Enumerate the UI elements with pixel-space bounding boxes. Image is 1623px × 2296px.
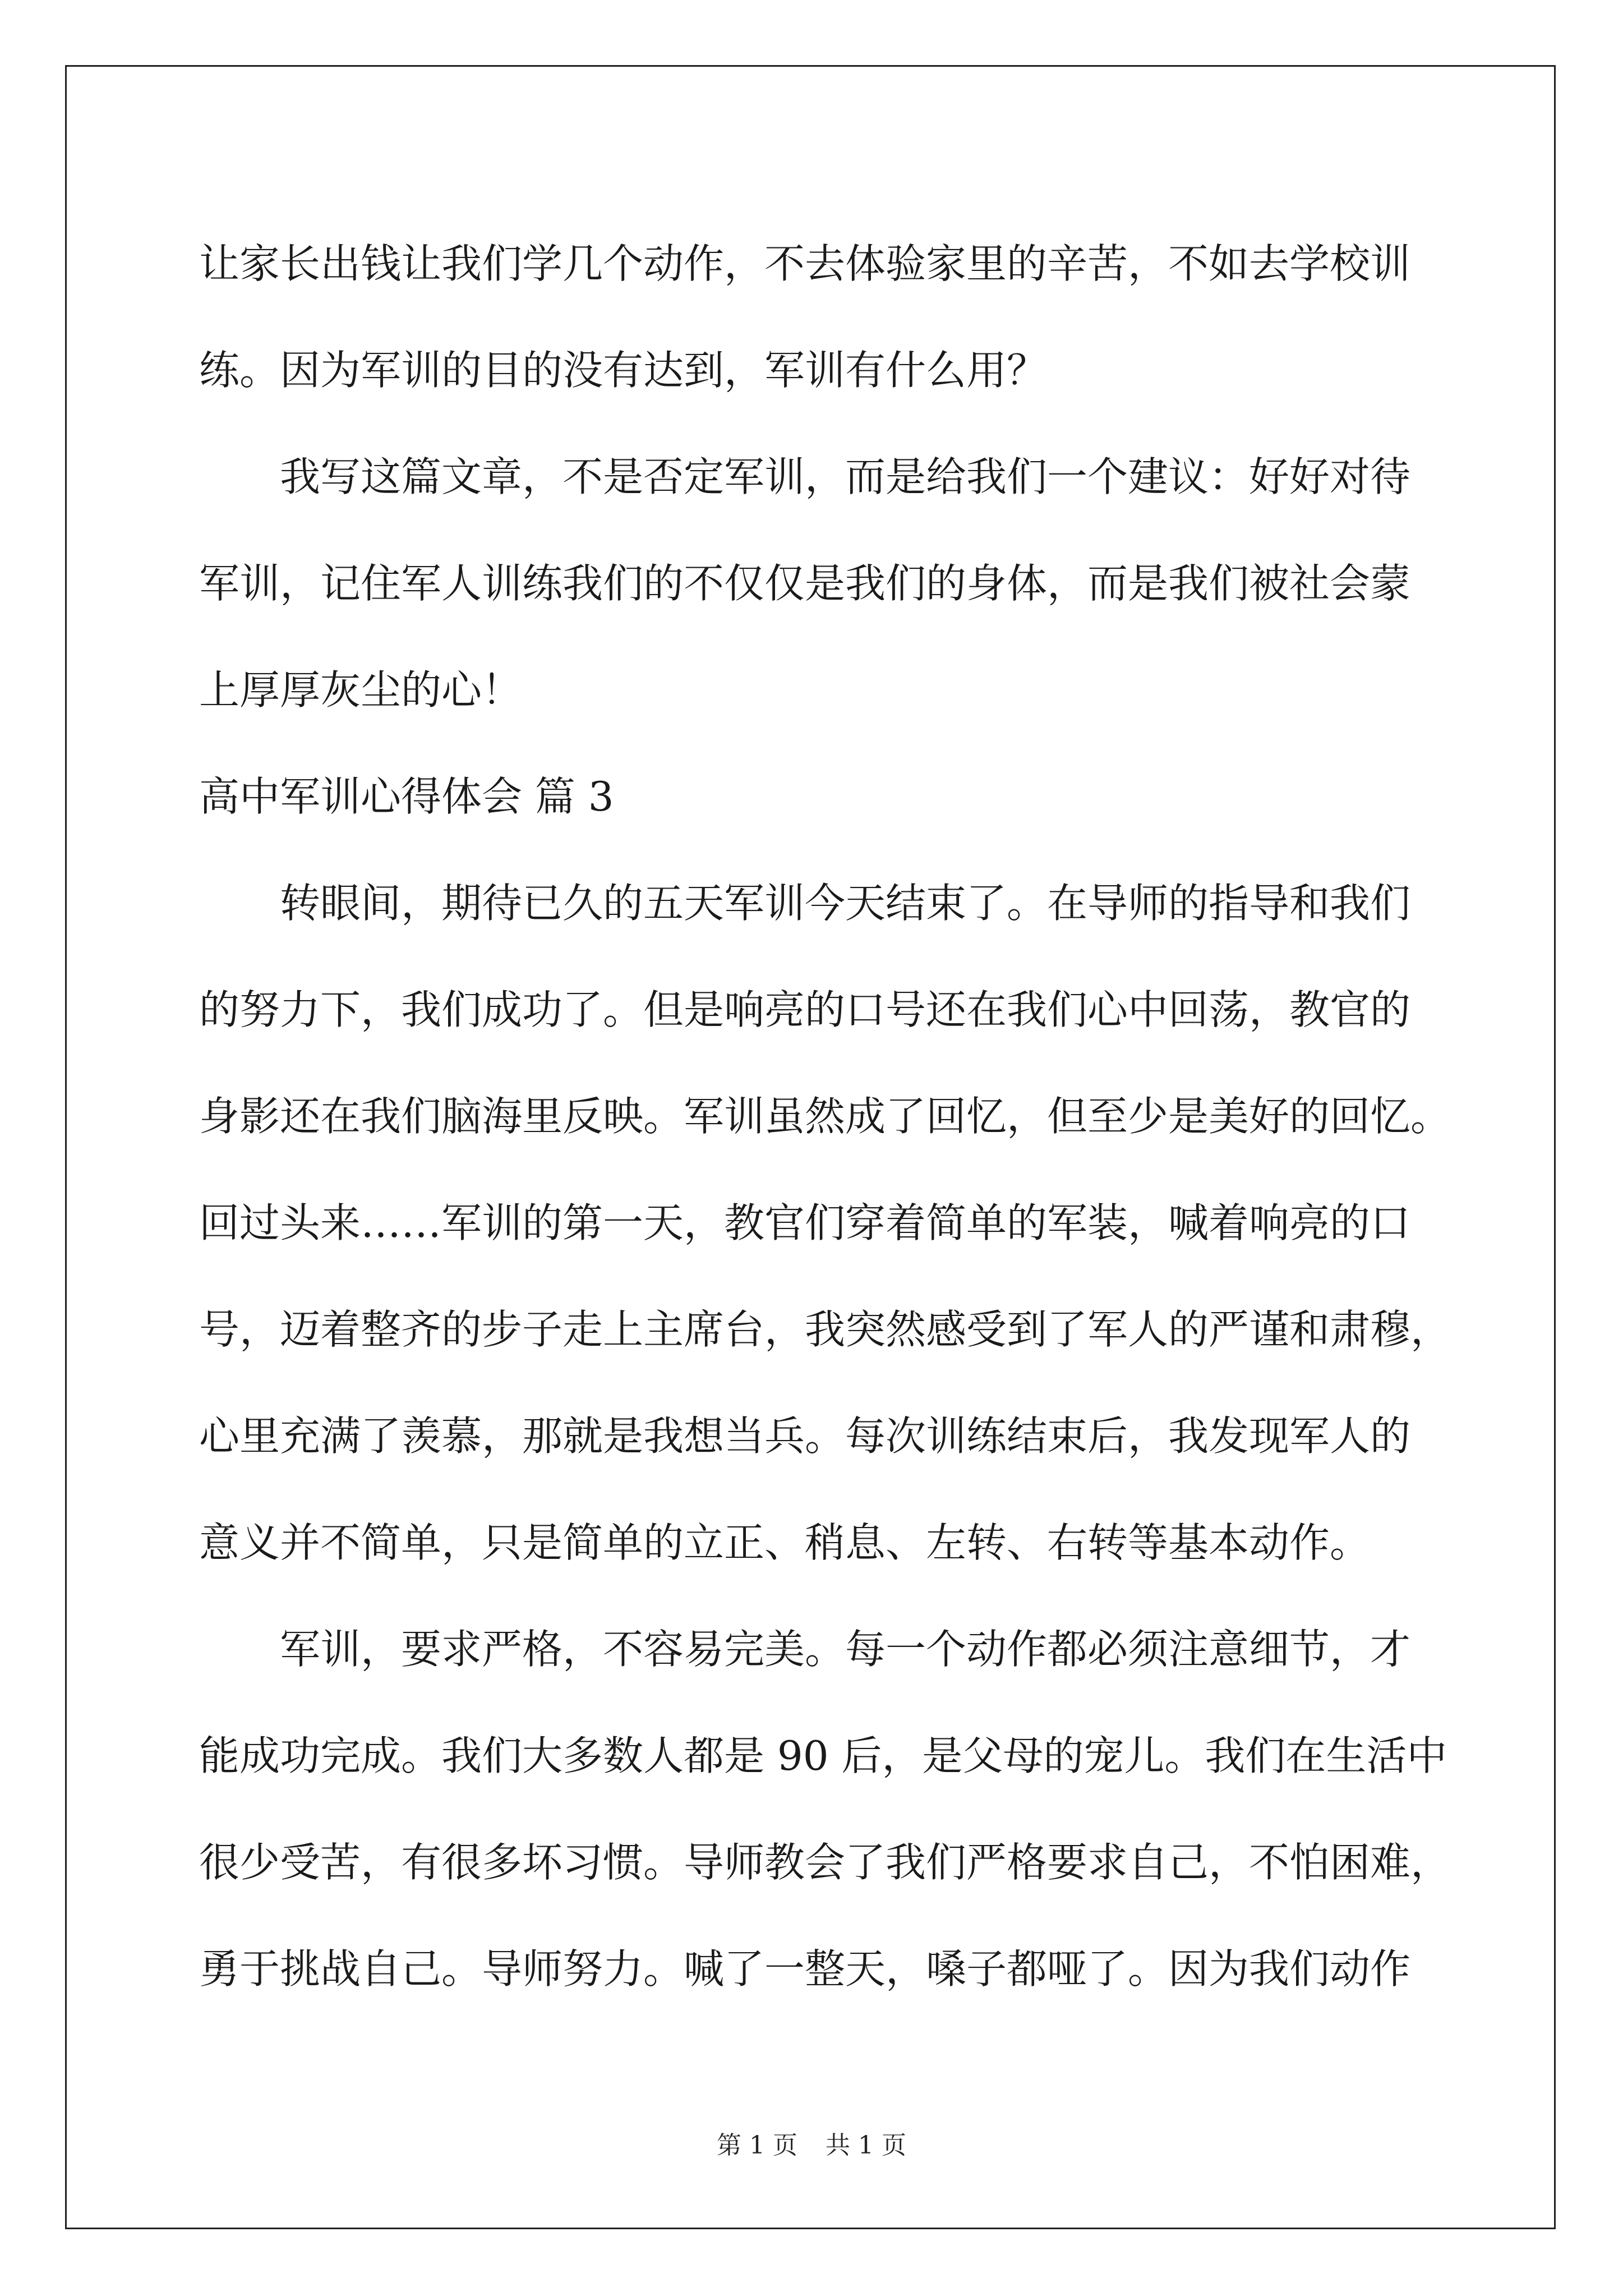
- paragraph-start-line: 转眼间，期待已久的五天军训今天结束了。在导师的指导和我们: [280, 880, 1411, 927]
- document-body: [199, 210, 1451, 2022]
- page-number: 第 1 页: [717, 2131, 797, 2160]
- paragraph-start-line: 我写这篇文章，不是否定军训，而是给我们一个建议：好好对待: [280, 453, 1411, 500]
- text-line: 能成功完成。我们大多数人都是 90 后，是父母的宠儿。我们在生活中: [199, 1732, 1447, 1779]
- text-line: 练。因为军训的目的没有达到，军训有什么用？: [199, 347, 1048, 394]
- paragraph-start-line: 军训，要求严格，不容易完美。每一个动作都必须注意细节，才: [280, 1626, 1411, 1673]
- text-line: 心里充满了羡慕，那就是我想当兵。每次训练结束后，我发现军人的: [199, 1412, 1411, 1460]
- page-total: 共 1 页: [826, 2131, 906, 2160]
- text-line: 的努力下，我们成功了。但是响亮的口号还在我们心中回荡，教官的: [199, 986, 1411, 1033]
- text-line: 军训，记住军人训练我们的不仅仅是我们的身体，而是我们被社会蒙: [199, 560, 1411, 607]
- text-line: 勇于挑战自己。导师努力。喊了一整天，嗓子都哑了。因为我们动作: [199, 1945, 1411, 1993]
- text-line: 上厚厚灰尘的心！: [199, 666, 523, 714]
- section-heading: 高中军训心得体会 篇 3: [199, 773, 614, 820]
- page-footer: [0, 2129, 1623, 2162]
- text-line: 身影还在我们脑海里反映。军训虽然成了回忆，但至少是美好的回忆。: [199, 1093, 1451, 1140]
- text-line: 号，迈着整齐的步子走上主席台，我突然感受到了军人的严谨和肃穆，: [199, 1306, 1451, 1353]
- text-line: 意义并不简单，只是简单的立正、稍息、左转、右转等基本动作。: [199, 1519, 1371, 1566]
- text-line: 很少受苦，有很多坏习惯。导师教会了我们严格要求自己，不怕困难，: [199, 1839, 1451, 1886]
- text-line: 回过头来……军训的第一天，教官们穿着简单的军装，喊着响亮的口: [199, 1199, 1411, 1246]
- text-line: 让家长出钱让我们学几个动作，不去体验家里的辛苦，不如去学校训: [199, 240, 1411, 287]
